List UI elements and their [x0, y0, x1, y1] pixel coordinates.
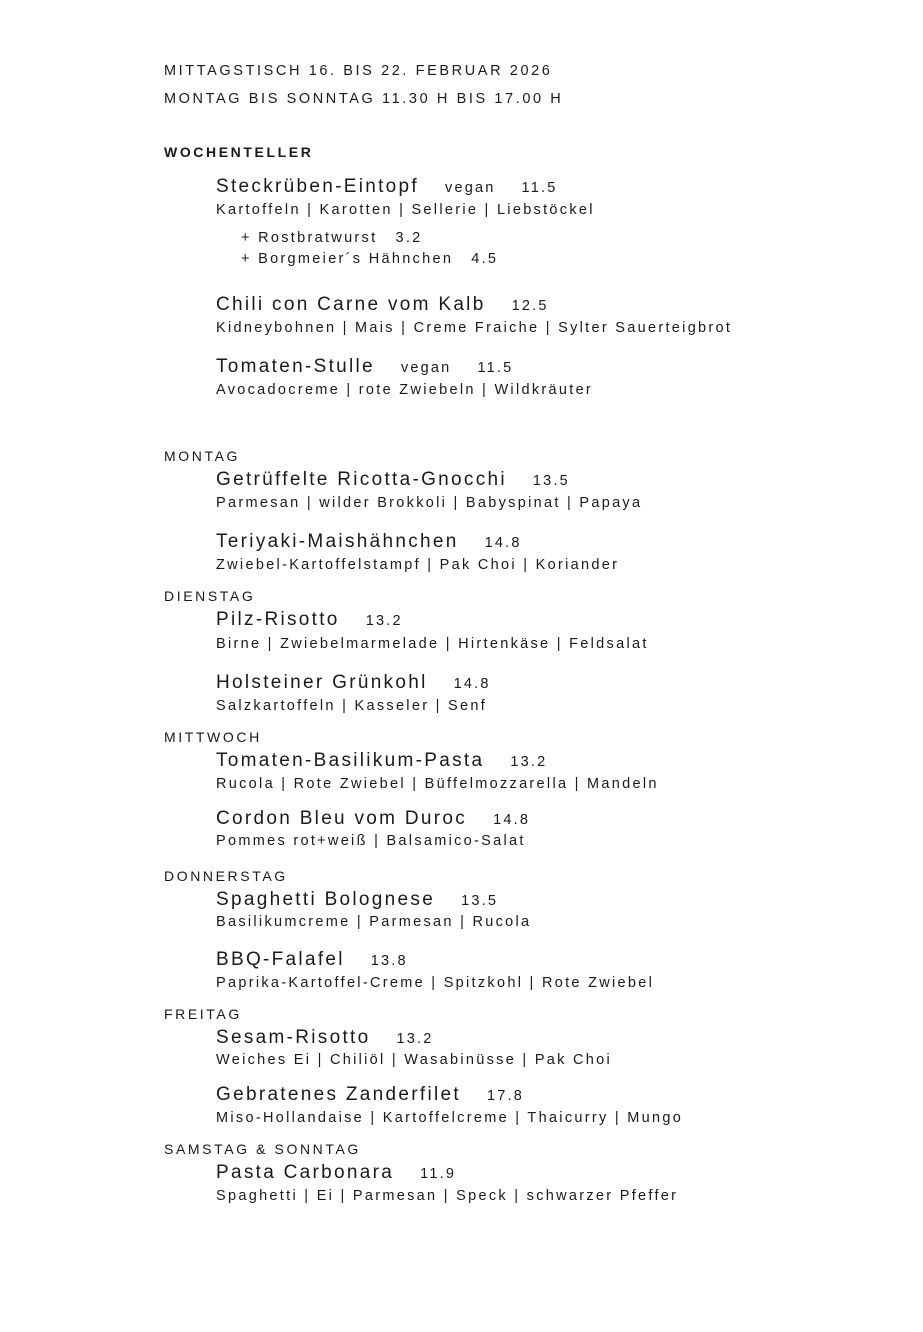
dish-title: [216, 1084, 524, 1106]
dish-description: Birne | Zwiebelmarmelade | Hirtenkäse | Feldsalat: [216, 636, 649, 652]
day-label-freitag: FREITAG: [164, 1006, 242, 1022]
dish-description: Miso-Hollandaise | Kartoffelcreme | Thaicurry | Mungo: [216, 1110, 684, 1126]
dish-description: Weiches Ei | Chiliöl | Wasabinüsse | Pak Choi: [216, 1052, 613, 1068]
dish-price: 14.8: [493, 812, 531, 828]
dish-title: [216, 672, 491, 694]
dish-name: Pasta Carbonara: [216, 1162, 395, 1183]
dish-addon: [241, 230, 423, 246]
dish-description: Kartoffeln | Karotten | Sellerie | Liebstöckel: [216, 202, 595, 218]
addon-name: + Borgmeier´s Hähnchen: [241, 251, 454, 267]
dish-price: 13.5: [461, 893, 499, 909]
dish-price: 17.8: [486, 1088, 524, 1104]
day-label-montag: MONTAG: [164, 448, 241, 464]
dish-title: [216, 1162, 456, 1184]
dish-title: [216, 531, 522, 553]
dish-price: 11.5: [521, 180, 558, 196]
addon-name: + Rostbratwurst: [241, 230, 378, 246]
dish-description: Pommes rot+weiß | Balsamico-Salat: [216, 833, 526, 849]
dish-description: Kidneybohnen | Mais | Creme Fraiche | Sylter Sauerteigbrot: [216, 320, 733, 336]
dish-name: Holsteiner Grünkohl: [216, 672, 428, 693]
dish-price: 12.5: [511, 298, 549, 314]
dish-tag: vegan: [445, 180, 496, 196]
day-label-mittwoch: MITTWOCH: [164, 729, 262, 745]
dish-description: Avocadocreme | rote Zwiebeln | Wildkräuter: [216, 382, 594, 398]
dish-title: [216, 949, 408, 971]
dish-title: [216, 808, 530, 830]
day-label-dienstag: DIENSTAG: [164, 588, 256, 604]
day-label-wochenende: SAMSTAG & SONNTAG: [164, 1141, 361, 1157]
dish-price: 14.8: [453, 676, 491, 692]
dish-name: BBQ-Falafel: [216, 949, 345, 970]
dish-title: [216, 750, 547, 772]
dish-title: [216, 294, 549, 316]
dish-description: Zwiebel-Kartoffelstampf | Pak Choi | Koriander: [216, 557, 620, 573]
addon-price: 4.5: [471, 251, 499, 267]
dish-name: Chili con Carne vom Kalb: [216, 294, 486, 315]
dish-name: Getrüffelte Ricotta-Gnocchi: [216, 469, 507, 490]
dish-title: [216, 469, 570, 491]
dish-description: Salzkartoffeln | Kasseler | Senf: [216, 698, 488, 714]
dish-price: 11.5: [477, 360, 514, 376]
dish-price: 14.8: [484, 535, 522, 551]
dish-name: Cordon Bleu vom Duroc: [216, 808, 468, 829]
dish-description: Spaghetti | Ei | Parmesan | Speck | schwarzer Pfeffer: [216, 1188, 679, 1204]
dish-addon: [241, 251, 498, 267]
addon-price: 3.2: [395, 230, 423, 246]
dish-title: [216, 176, 557, 198]
dish-price: 13.8: [370, 953, 408, 969]
dish-title: [216, 889, 498, 911]
dish-name: Teriyaki-Maishähnchen: [216, 531, 459, 552]
dish-price: 13.2: [396, 1031, 434, 1047]
dish-description: Basilikumcreme | Parmesan | Rucola: [216, 914, 532, 930]
day-label-donnerstag: DONNERSTAG: [164, 868, 288, 884]
dish-description: Parmesan | wilder Brokkoli | Babyspinat | Papaya: [216, 495, 643, 511]
dish-title: [216, 356, 513, 378]
dish-name: Tomaten-Stulle: [216, 356, 375, 377]
dish-name: Steckrüben-Eintopf: [216, 176, 419, 197]
dish-name: Gebratenes Zanderfilet: [216, 1084, 461, 1105]
dish-title: [216, 1027, 434, 1049]
dish-price: 13.5: [532, 473, 570, 489]
dish-description: Paprika-Kartoffel-Creme | Spitzkohl | Rote Zwiebel: [216, 975, 655, 991]
dish-name: Pilz-Risotto: [216, 609, 340, 630]
dish-name: Tomaten-Basilikum-Pasta: [216, 750, 485, 771]
dish-name: Sesam-Risotto: [216, 1027, 371, 1048]
dish-price: 11.9: [420, 1166, 457, 1182]
menu-dates-line: MITTAGSTISCH 16. BIS 22. FEBRUAR 2026: [164, 63, 553, 79]
dish-price: 13.2: [365, 613, 403, 629]
menu-hours-line: MONTAG BIS SONNTAG 11.30 H BIS 17.00 H: [164, 91, 564, 107]
dish-description: Rucola | Rote Zwiebel | Büffelmozzarella | Mandeln: [216, 776, 659, 792]
dish-name: Spaghetti Bolognese: [216, 889, 436, 910]
dish-price: 13.2: [510, 754, 548, 770]
dish-title: [216, 609, 403, 631]
section-title-wochenteller: WOCHENTELLER: [164, 144, 314, 160]
dish-tag: vegan: [400, 360, 452, 376]
